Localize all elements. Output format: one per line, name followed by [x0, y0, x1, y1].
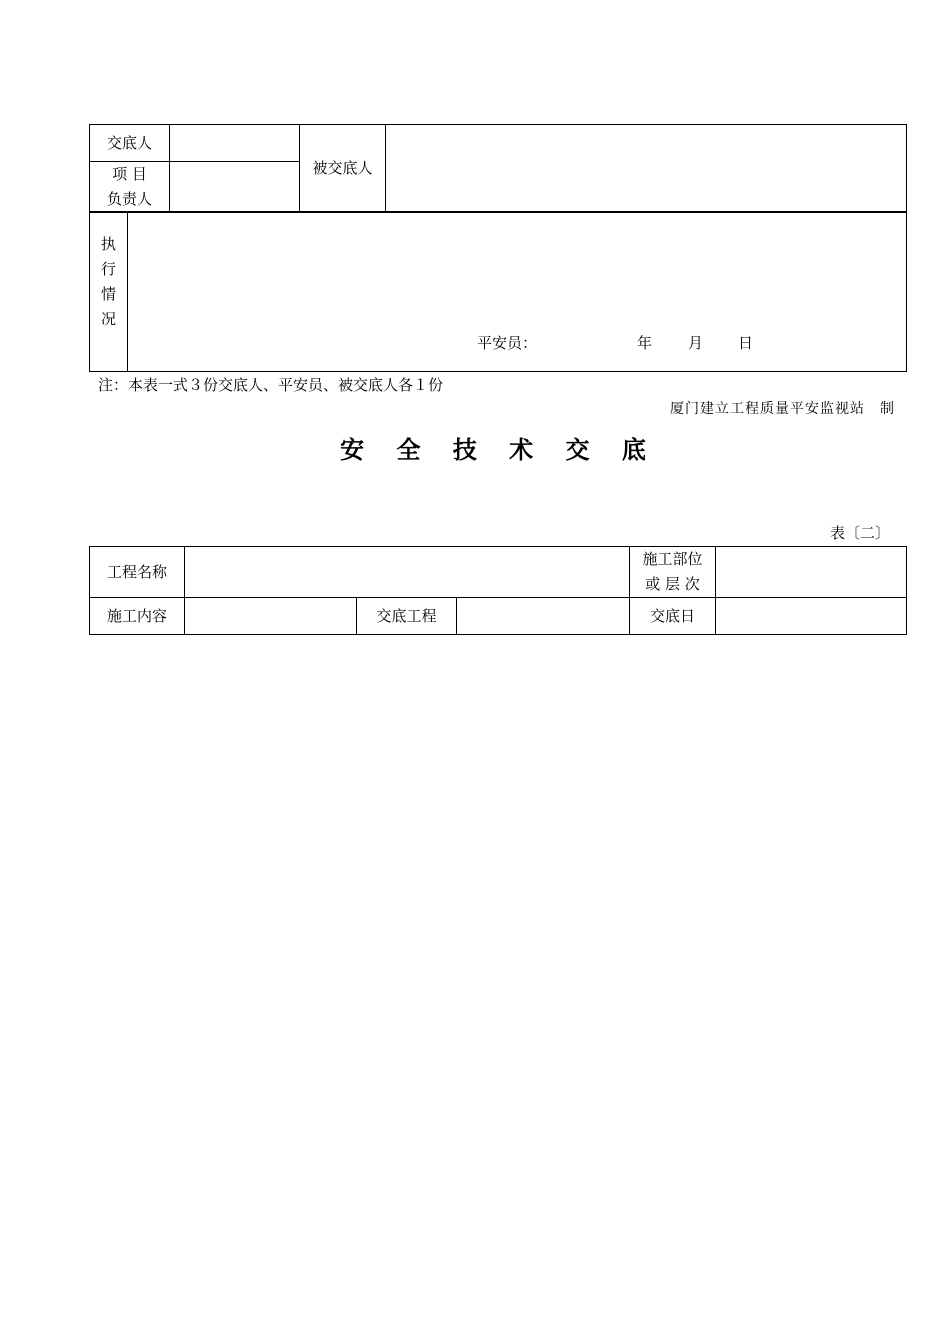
location-label-line1: 施工部位	[642, 550, 703, 568]
execution-label-char: 况	[100, 310, 116, 328]
footnote: 注：本表一式３份交底人、平安员、被交底人各１份	[98, 376, 444, 394]
disclosure-date-field[interactable]	[716, 598, 907, 635]
day-label: 日	[738, 334, 754, 352]
disclosee-label: 被交底人	[300, 125, 386, 213]
execution-field[interactable]	[128, 212, 907, 372]
project-info-table	[89, 546, 907, 635]
content-field[interactable]	[185, 598, 357, 635]
project-name-label: 工程名称	[90, 547, 185, 598]
safety-officer-label: 平安员：	[477, 334, 538, 352]
project-lead-label-line1: 项 目	[112, 165, 147, 183]
disclosee-field[interactable]	[386, 125, 907, 213]
disclosure-date-label: 交底日	[630, 598, 716, 635]
execution-table	[89, 211, 907, 372]
execution-label-char: 情	[100, 285, 116, 303]
page-title: 安 全 技 术 交 底	[340, 435, 658, 464]
location-label-line2: 或 层 次	[645, 575, 700, 593]
disclosure-project-label: 交底工程	[357, 598, 457, 635]
execution-label	[90, 212, 128, 372]
location-field[interactable]	[716, 547, 907, 598]
project-lead-field[interactable]	[170, 162, 300, 213]
form-number: 表〔二〕	[829, 524, 890, 542]
execution-label-char: 执	[100, 235, 116, 253]
month-label: 月	[688, 334, 704, 352]
discloser-field[interactable]	[170, 125, 300, 162]
signature-table	[89, 124, 907, 213]
location-label	[630, 547, 716, 598]
execution-label-char: 行	[100, 260, 116, 278]
content-label: 施工内容	[90, 598, 185, 635]
year-label: 年	[637, 334, 653, 352]
discloser-label: 交底人	[90, 125, 170, 162]
project-lead-label	[90, 162, 170, 213]
project-lead-label-line2: 负责人	[106, 190, 152, 208]
project-name-field[interactable]	[185, 547, 630, 598]
issuer-credit: 厦门建立工程质量平安监视站 制	[670, 401, 895, 417]
disclosure-project-field[interactable]	[457, 598, 630, 635]
